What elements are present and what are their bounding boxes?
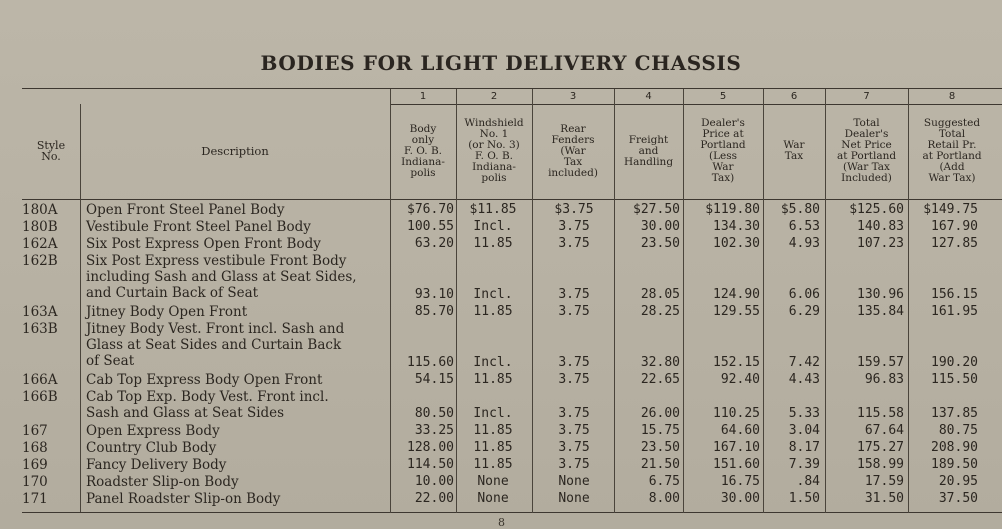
- cell-total-dealer: $125.60: [849, 202, 904, 217]
- cell-war-tax: .84: [796, 474, 820, 489]
- cell-freight: 32.80: [640, 355, 680, 370]
- cell-windshield: None: [477, 474, 509, 489]
- header-rule: [22, 199, 1002, 200]
- cell-dealer-price: $119.80: [705, 202, 760, 217]
- style-number: 180B: [22, 219, 58, 235]
- row-description: Country Club Body: [86, 440, 217, 456]
- cell-suggested-retail: 80.75: [938, 423, 978, 438]
- cell-suggested-retail: 189.50: [931, 457, 978, 472]
- row-description: Cab Top Exp. Body Vest. Front incl. Sash and Glass at Seat Sides: [86, 389, 329, 421]
- row-description: Cab Top Express Body Open Front: [86, 372, 323, 388]
- cell-windshield: 11.85: [473, 236, 513, 251]
- cell-dealer-price: 30.00: [720, 491, 760, 506]
- cell-total-dealer: 175.27: [857, 440, 904, 455]
- cell-windshield: None: [477, 491, 509, 506]
- cell-windshield: 11.85: [473, 457, 513, 472]
- header-style-no: Style No.: [36, 139, 66, 163]
- header-war-tax: War Tax: [783, 139, 805, 162]
- cell-suggested-retail: 190.20: [931, 355, 978, 370]
- cell-total-dealer: 135.84: [857, 304, 904, 319]
- cell-rear-fenders: None: [558, 491, 590, 506]
- header-body-only: Body only F. O. B. Indiana- polis: [401, 122, 445, 179]
- page-number: 8: [498, 516, 505, 529]
- cell-windshield: 11.85: [473, 423, 513, 438]
- cell-suggested-retail: 127.85: [931, 236, 978, 251]
- cell-suggested-retail: 156.15: [931, 287, 978, 302]
- style-number: 169: [22, 457, 48, 473]
- cell-war-tax: $5.80: [780, 202, 820, 217]
- cell-body-only: 93.10: [414, 287, 454, 302]
- cell-war-tax: 7.42: [788, 355, 820, 370]
- cell-total-dealer: 159.57: [857, 355, 904, 370]
- cell-rear-fenders: 3.75: [558, 236, 590, 251]
- cell-freight: $27.50: [633, 202, 680, 217]
- cell-suggested-retail: 37.50: [938, 491, 978, 506]
- row-description: Jitney Body Open Front: [86, 304, 248, 320]
- column-number: 3: [569, 91, 577, 102]
- cell-rear-fenders: 3.75: [558, 423, 590, 438]
- header-windshield: Windshield No. 1 (or No. 3) F. O. B. Indiana- polis: [464, 117, 524, 184]
- column-number: 5: [719, 91, 727, 102]
- cell-suggested-retail: 167.90: [931, 219, 978, 234]
- column-number: 2: [490, 91, 498, 102]
- cell-body-only: 33.25: [414, 423, 454, 438]
- cell-dealer-price: 124.90: [713, 287, 760, 302]
- style-number: 163A: [22, 304, 58, 320]
- cell-war-tax: 8.17: [788, 440, 820, 455]
- style-number: 170: [22, 474, 48, 490]
- page-title: BODIES FOR LIGHT DELIVERY CHASSIS: [260, 51, 742, 75]
- cell-total-dealer: 140.83: [857, 219, 904, 234]
- cell-body-only: 63.20: [414, 236, 454, 251]
- cell-windshield: Incl.: [473, 219, 513, 234]
- cell-total-dealer: 115.58: [857, 406, 904, 421]
- cell-dealer-price: 110.25: [713, 406, 760, 421]
- cell-total-dealer: 31.50: [864, 491, 904, 506]
- style-number: 166A: [22, 372, 58, 388]
- cell-body-only: 114.50: [407, 457, 454, 472]
- cell-freight: 15.75: [640, 423, 680, 438]
- cell-suggested-retail: 161.95: [931, 304, 978, 319]
- cell-rear-fenders: None: [558, 474, 590, 489]
- cell-total-dealer: 17.59: [864, 474, 904, 489]
- cell-war-tax: 4.43: [788, 372, 820, 387]
- header-rear-fenders: Rear Fenders (War Tax included): [548, 122, 598, 179]
- cell-body-only: 80.50: [414, 406, 454, 421]
- cell-dealer-price: 134.30: [713, 219, 760, 234]
- cell-rear-fenders: $3.75: [554, 202, 594, 217]
- cell-body-only: 100.55: [407, 219, 454, 234]
- cell-rear-fenders: 3.75: [558, 440, 590, 455]
- cell-total-dealer: 67.64: [864, 423, 904, 438]
- column-number-rule: [390, 104, 1002, 105]
- cell-war-tax: 3.04: [788, 423, 820, 438]
- cell-windshield: Incl.: [473, 355, 513, 370]
- cell-dealer-price: 167.10: [713, 440, 760, 455]
- cell-war-tax: 6.06: [788, 287, 820, 302]
- header-freight: Freight and Handling: [623, 133, 674, 168]
- style-number: 180A: [22, 202, 58, 218]
- cell-freight: 28.25: [640, 304, 680, 319]
- cell-suggested-retail: 115.50: [931, 372, 978, 387]
- cell-body-only: 10.00: [414, 474, 454, 489]
- cell-rear-fenders: 3.75: [558, 372, 590, 387]
- row-description: Roadster Slip-on Body: [86, 474, 239, 490]
- cell-freight: 22.65: [640, 372, 680, 387]
- row-description: Fancy Delivery Body: [86, 457, 227, 473]
- cell-dealer-price: 102.30: [713, 236, 760, 251]
- cell-windshield: 11.85: [473, 304, 513, 319]
- cell-rear-fenders: 3.75: [558, 457, 590, 472]
- bottom-rule: [22, 512, 1002, 513]
- cell-total-dealer: 96.83: [864, 372, 904, 387]
- cell-windshield: Incl.: [473, 287, 513, 302]
- row-description: Open Front Steel Panel Body: [86, 202, 285, 218]
- row-description: Vestibule Front Steel Panel Body: [86, 219, 311, 235]
- cell-dealer-price: 92.40: [720, 372, 760, 387]
- cell-rear-fenders: 3.75: [558, 287, 590, 302]
- style-number: 163B: [22, 321, 58, 337]
- row-description: Jitney Body Vest. Front incl. Sash and Glass at Seat Sides and Curtain Back of Seat: [86, 321, 345, 369]
- cell-dealer-price: 152.15: [713, 355, 760, 370]
- style-number: 162A: [22, 236, 58, 252]
- cell-freight: 28.05: [640, 287, 680, 302]
- style-number: 167: [22, 423, 48, 439]
- cell-total-dealer: 107.23: [857, 236, 904, 251]
- cell-freight: 6.75: [648, 474, 680, 489]
- column-number: 1: [419, 91, 427, 102]
- header-description: Description: [201, 143, 269, 158]
- header-suggested-retail: Suggested Total Retail Pr. at Portland (Add War Tax): [922, 117, 982, 184]
- cell-war-tax: 7.39: [788, 457, 820, 472]
- cell-freight: 23.50: [640, 440, 680, 455]
- cell-dealer-price: 64.60: [720, 423, 760, 438]
- cell-body-only: 54.15: [414, 372, 454, 387]
- cell-body-only: 115.60: [407, 355, 454, 370]
- cell-suggested-retail: 20.95: [938, 474, 978, 489]
- column-number: 8: [948, 91, 956, 102]
- cell-freight: 21.50: [640, 457, 680, 472]
- cell-war-tax: 6.29: [788, 304, 820, 319]
- style-number: 168: [22, 440, 48, 456]
- cell-windshield: $11.85: [469, 202, 517, 217]
- cell-total-dealer: 158.99: [857, 457, 904, 472]
- cell-total-dealer: 130.96: [857, 287, 904, 302]
- style-number: 171: [22, 491, 48, 507]
- row-description: Panel Roadster Slip-on Body: [86, 491, 281, 507]
- cell-body-only: 85.70: [414, 304, 454, 319]
- cell-suggested-retail: 137.85: [931, 406, 978, 421]
- row-description: Open Express Body: [86, 423, 220, 439]
- column-number: 6: [790, 91, 798, 102]
- cell-freight: 23.50: [640, 236, 680, 251]
- cell-rear-fenders: 3.75: [558, 406, 590, 421]
- row-description: Six Post Express Open Front Body: [86, 236, 321, 252]
- cell-rear-fenders: 3.75: [558, 219, 590, 234]
- cell-windshield: 11.85: [473, 440, 513, 455]
- cell-dealer-price: 151.60: [713, 457, 760, 472]
- style-number: 162B: [22, 253, 58, 269]
- cell-war-tax: 5.33: [788, 406, 820, 421]
- column-number: 4: [645, 91, 652, 102]
- row-description: Six Post Express vestibule Front Body including Sash and Glass at Seat Sides, and Curtain Back of Seat: [86, 253, 357, 301]
- cell-suggested-retail: 208.90: [931, 440, 978, 455]
- cell-freight: 26.00: [640, 406, 680, 421]
- cell-rear-fenders: 3.75: [558, 355, 590, 370]
- cell-war-tax: 1.50: [788, 491, 820, 506]
- top-rule: [22, 88, 1002, 89]
- cell-body-only: 22.00: [414, 491, 454, 506]
- cell-body-only: 128.00: [407, 440, 454, 455]
- cell-dealer-price: 16.75: [720, 474, 760, 489]
- cell-war-tax: 4.93: [788, 236, 820, 251]
- style-number: 166B: [22, 389, 58, 405]
- cell-rear-fenders: 3.75: [558, 304, 590, 319]
- header-dealer-price: Dealer's Price at Portland (Less War Tax): [700, 117, 746, 184]
- cell-freight: 8.00: [648, 491, 680, 506]
- cell-war-tax: 6.53: [788, 219, 820, 234]
- cell-dealer-price: 129.55: [713, 304, 760, 319]
- cell-windshield: Incl.: [473, 406, 513, 421]
- cell-body-only: $76.70: [407, 202, 454, 217]
- header-total-dealer: Total Dealer's Net Price at Portland (War Tax Included): [836, 117, 897, 184]
- cell-windshield: 11.85: [473, 372, 513, 387]
- cell-freight: 30.00: [640, 219, 680, 234]
- column-number: 7: [863, 91, 870, 102]
- cell-suggested-retail: $149.75: [923, 202, 978, 217]
